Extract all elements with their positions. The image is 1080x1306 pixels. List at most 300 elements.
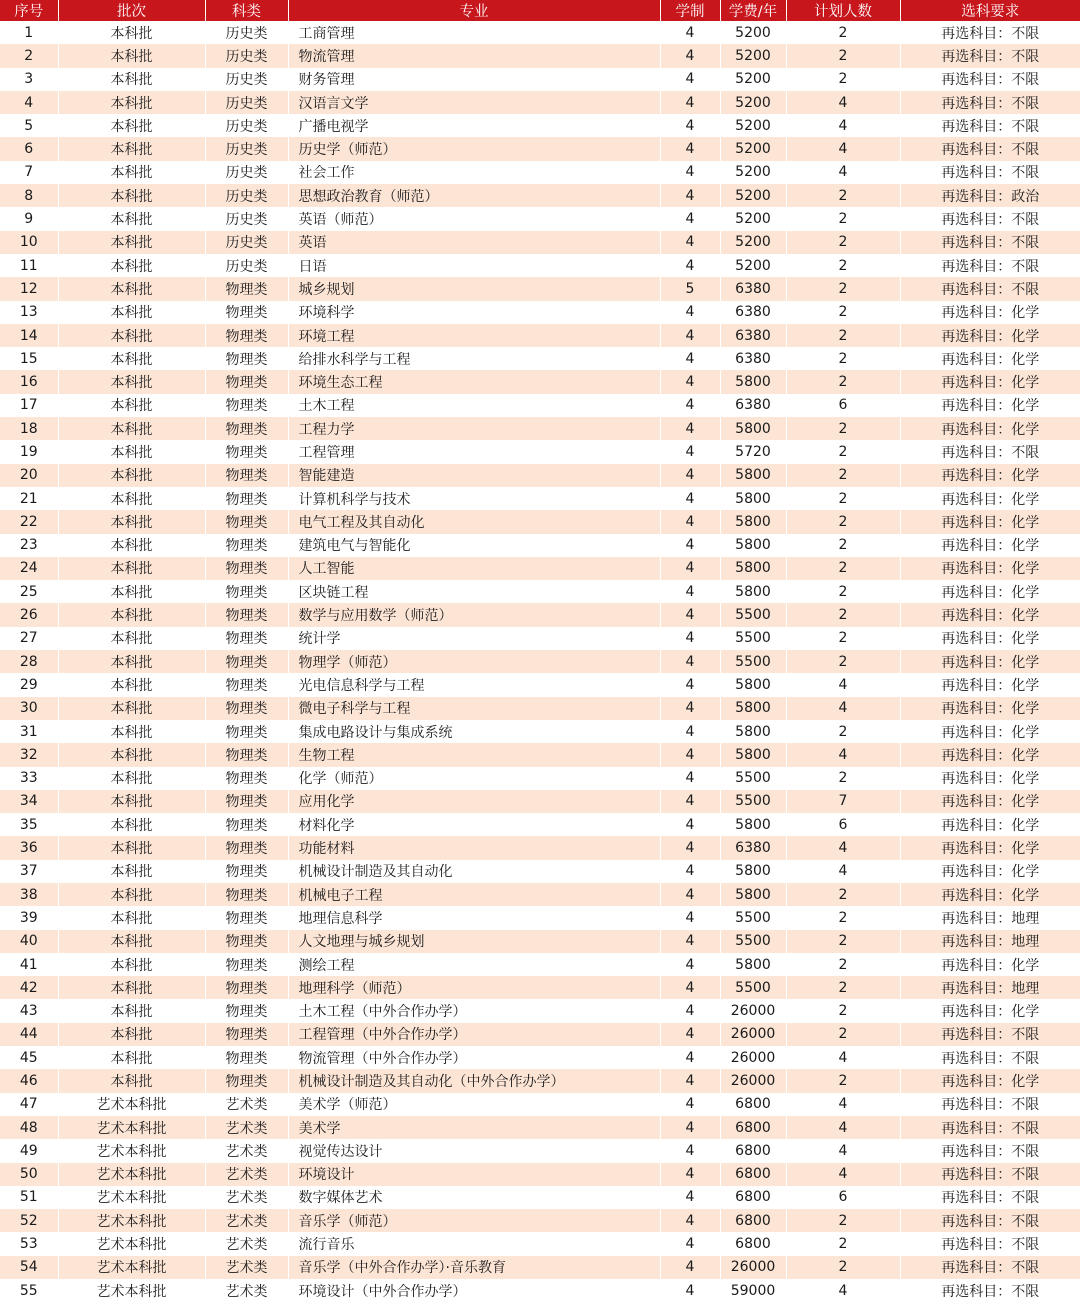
cell-batch: 艺术本科批 — [58, 1256, 205, 1279]
cell-tuition: 5200 — [720, 68, 786, 91]
cell-major: 地理信息科学 — [288, 906, 660, 929]
table-row — [0, 370, 1080, 393]
cell-major: 历史学（师范） — [288, 137, 660, 160]
cell-category: 历史类 — [205, 184, 288, 207]
cell-index: 11 — [0, 254, 58, 277]
cell-quota: 2 — [786, 44, 900, 67]
cell-index: 18 — [0, 417, 58, 440]
cell-category: 物理类 — [205, 767, 288, 790]
cell-category: 历史类 — [205, 231, 288, 254]
cell-requirement: 再选科目：化学 — [900, 557, 1080, 580]
cell-index: 15 — [0, 347, 58, 370]
cell-quota: 2 — [786, 184, 900, 207]
cell-major: 材料化学 — [288, 813, 660, 836]
cell-quota: 2 — [786, 1023, 900, 1046]
cell-batch: 本科批 — [58, 347, 205, 370]
cell-category: 物理类 — [205, 440, 288, 463]
cell-index: 41 — [0, 953, 58, 976]
cell-category: 物理类 — [205, 580, 288, 603]
cell-quota: 2 — [786, 603, 900, 626]
cell-duration: 4 — [660, 487, 720, 510]
cell-major: 地理科学（师范） — [288, 976, 660, 999]
cell-index: 8 — [0, 184, 58, 207]
cell-quota: 2 — [786, 301, 900, 324]
cell-duration: 4 — [660, 1256, 720, 1279]
cell-category: 物理类 — [205, 301, 288, 324]
cell-tuition: 6380 — [720, 301, 786, 324]
cell-index: 27 — [0, 627, 58, 650]
cell-duration: 4 — [660, 603, 720, 626]
cell-duration: 4 — [660, 1279, 720, 1302]
cell-requirement: 再选科目：不限 — [900, 1186, 1080, 1209]
cell-duration: 4 — [660, 370, 720, 393]
cell-batch: 艺术本科批 — [58, 1116, 205, 1139]
cell-quota: 2 — [786, 464, 900, 487]
cell-batch: 艺术本科批 — [58, 1163, 205, 1186]
cell-batch: 本科批 — [58, 68, 205, 91]
cell-batch: 本科批 — [58, 370, 205, 393]
cell-batch: 本科批 — [58, 743, 205, 766]
cell-category: 物理类 — [205, 1023, 288, 1046]
cell-tuition: 5200 — [720, 207, 786, 230]
table-row — [0, 953, 1080, 976]
cell-category: 艺术类 — [205, 1163, 288, 1186]
cell-requirement: 再选科目：不限 — [900, 21, 1080, 44]
cell-index: 46 — [0, 1069, 58, 1092]
cell-tuition: 5800 — [720, 370, 786, 393]
cell-requirement: 再选科目：化学 — [900, 836, 1080, 859]
cell-batch: 本科批 — [58, 767, 205, 790]
cell-category: 物理类 — [205, 697, 288, 720]
cell-duration: 4 — [660, 1186, 720, 1209]
table-row — [0, 510, 1080, 533]
cell-quota: 2 — [786, 254, 900, 277]
cell-index: 20 — [0, 464, 58, 487]
cell-tuition: 5720 — [720, 440, 786, 463]
cell-category: 艺术类 — [205, 1279, 288, 1302]
table-row — [0, 44, 1080, 67]
cell-batch: 本科批 — [58, 673, 205, 696]
cell-major: 数学与应用数学（师范） — [288, 603, 660, 626]
cell-category: 物理类 — [205, 976, 288, 999]
table-row — [0, 1163, 1080, 1186]
cell-batch: 本科批 — [58, 44, 205, 67]
cell-index: 52 — [0, 1209, 58, 1232]
cell-batch: 本科批 — [58, 930, 205, 953]
cell-tuition: 5200 — [720, 91, 786, 114]
cell-category: 历史类 — [205, 254, 288, 277]
cell-duration: 4 — [660, 999, 720, 1022]
cell-quota: 2 — [786, 487, 900, 510]
cell-requirement: 再选科目：不限 — [900, 1232, 1080, 1255]
cell-tuition: 5800 — [720, 534, 786, 557]
cell-index: 19 — [0, 440, 58, 463]
cell-duration: 4 — [660, 836, 720, 859]
cell-requirement: 再选科目：不限 — [900, 1116, 1080, 1139]
cell-duration: 4 — [660, 184, 720, 207]
cell-quota: 2 — [786, 883, 900, 906]
cell-category: 艺术类 — [205, 1232, 288, 1255]
cell-batch: 本科批 — [58, 720, 205, 743]
cell-category: 物理类 — [205, 906, 288, 929]
cell-category: 历史类 — [205, 207, 288, 230]
cell-index: 1 — [0, 21, 58, 44]
cell-index: 12 — [0, 277, 58, 300]
col-header-category: 科类 — [205, 0, 288, 21]
cell-batch: 本科批 — [58, 231, 205, 254]
cell-requirement: 再选科目：化学 — [900, 417, 1080, 440]
cell-batch: 本科批 — [58, 277, 205, 300]
cell-duration: 4 — [660, 254, 720, 277]
table-row — [0, 207, 1080, 230]
cell-category: 物理类 — [205, 720, 288, 743]
col-header-batch: 批次 — [58, 0, 205, 21]
table-row — [0, 137, 1080, 160]
cell-tuition: 5800 — [720, 464, 786, 487]
table-row — [0, 650, 1080, 673]
table-row — [0, 906, 1080, 929]
cell-requirement: 再选科目：化学 — [900, 394, 1080, 417]
cell-index: 28 — [0, 650, 58, 673]
cell-index: 2 — [0, 44, 58, 67]
cell-duration: 4 — [660, 1139, 720, 1162]
cell-duration: 4 — [660, 1093, 720, 1116]
col-header-tuition: 学费/年 — [720, 0, 786, 21]
cell-batch: 本科批 — [58, 627, 205, 650]
cell-index: 38 — [0, 883, 58, 906]
cell-index: 35 — [0, 813, 58, 836]
cell-index: 40 — [0, 930, 58, 953]
cell-batch: 本科批 — [58, 883, 205, 906]
cell-requirement: 再选科目：化学 — [900, 324, 1080, 347]
cell-quota: 6 — [786, 1186, 900, 1209]
cell-requirement: 再选科目：化学 — [900, 999, 1080, 1022]
cell-index: 37 — [0, 860, 58, 883]
cell-tuition: 5800 — [720, 557, 786, 580]
cell-major: 城乡规划 — [288, 277, 660, 300]
cell-duration: 4 — [660, 1023, 720, 1046]
col-header-quota: 计划人数 — [786, 0, 900, 21]
cell-quota: 2 — [786, 1256, 900, 1279]
cell-index: 16 — [0, 370, 58, 393]
cell-duration: 4 — [660, 580, 720, 603]
cell-quota: 4 — [786, 91, 900, 114]
cell-major: 工程管理（中外合作办学） — [288, 1023, 660, 1046]
cell-quota: 2 — [786, 627, 900, 650]
cell-batch: 本科批 — [58, 603, 205, 626]
cell-major: 音乐学（中外合作办学）·音乐教育 — [288, 1256, 660, 1279]
cell-tuition: 26000 — [720, 1023, 786, 1046]
cell-tuition: 5800 — [720, 673, 786, 696]
cell-index: 13 — [0, 301, 58, 324]
table-row — [0, 347, 1080, 370]
cell-batch: 本科批 — [58, 1069, 205, 1092]
cell-tuition: 5800 — [720, 720, 786, 743]
cell-requirement: 再选科目：地理 — [900, 930, 1080, 953]
table-row — [0, 21, 1080, 44]
cell-major: 思想政治教育（师范） — [288, 184, 660, 207]
cell-batch: 本科批 — [58, 91, 205, 114]
cell-duration: 4 — [660, 161, 720, 184]
cell-batch: 本科批 — [58, 1046, 205, 1069]
cell-requirement: 再选科目：化学 — [900, 650, 1080, 673]
cell-duration: 4 — [660, 347, 720, 370]
table-row — [0, 813, 1080, 836]
cell-tuition: 26000 — [720, 999, 786, 1022]
cell-quota: 2 — [786, 930, 900, 953]
cell-index: 34 — [0, 790, 58, 813]
cell-index: 25 — [0, 580, 58, 603]
cell-quota: 2 — [786, 440, 900, 463]
cell-tuition: 5800 — [720, 953, 786, 976]
cell-quota: 4 — [786, 1116, 900, 1139]
cell-duration: 4 — [660, 673, 720, 696]
table-row — [0, 301, 1080, 324]
table-row — [0, 1139, 1080, 1162]
cell-major: 流行音乐 — [288, 1232, 660, 1255]
table-body — [0, 21, 1080, 1302]
cell-requirement: 再选科目：不限 — [900, 1163, 1080, 1186]
table-row — [0, 277, 1080, 300]
cell-requirement: 再选科目：不限 — [900, 137, 1080, 160]
cell-tuition: 6800 — [720, 1093, 786, 1116]
cell-duration: 4 — [660, 231, 720, 254]
cell-requirement: 再选科目：化学 — [900, 720, 1080, 743]
cell-requirement: 再选科目：化学 — [900, 464, 1080, 487]
cell-category: 物理类 — [205, 930, 288, 953]
cell-tuition: 6800 — [720, 1163, 786, 1186]
table-row — [0, 1256, 1080, 1279]
cell-tuition: 26000 — [720, 1046, 786, 1069]
cell-duration: 4 — [660, 650, 720, 673]
cell-quota: 2 — [786, 510, 900, 533]
table-row — [0, 254, 1080, 277]
cell-quota: 4 — [786, 860, 900, 883]
cell-tuition: 5500 — [720, 906, 786, 929]
cell-major: 物理学（师范） — [288, 650, 660, 673]
cell-category: 历史类 — [205, 91, 288, 114]
cell-requirement: 再选科目：化学 — [900, 580, 1080, 603]
cell-category: 历史类 — [205, 114, 288, 137]
cell-major: 英语 — [288, 231, 660, 254]
cell-quota: 2 — [786, 21, 900, 44]
col-header-duration: 学制 — [660, 0, 720, 21]
cell-index: 55 — [0, 1279, 58, 1302]
cell-quota: 4 — [786, 743, 900, 766]
table-row — [0, 860, 1080, 883]
cell-quota: 4 — [786, 1093, 900, 1116]
cell-duration: 4 — [660, 301, 720, 324]
cell-quota: 2 — [786, 207, 900, 230]
cell-category: 艺术类 — [205, 1093, 288, 1116]
cell-category: 物理类 — [205, 534, 288, 557]
cell-duration: 4 — [660, 534, 720, 557]
table-row — [0, 1046, 1080, 1069]
cell-quota: 4 — [786, 161, 900, 184]
cell-duration: 4 — [660, 394, 720, 417]
cell-tuition: 5200 — [720, 114, 786, 137]
cell-major: 环境设计 — [288, 1163, 660, 1186]
cell-batch: 本科批 — [58, 207, 205, 230]
cell-tuition: 59000 — [720, 1279, 786, 1302]
cell-batch: 本科批 — [58, 394, 205, 417]
cell-duration: 4 — [660, 697, 720, 720]
cell-quota: 2 — [786, 720, 900, 743]
cell-requirement: 再选科目：化学 — [900, 883, 1080, 906]
table-row — [0, 557, 1080, 580]
cell-batch: 艺术本科批 — [58, 1279, 205, 1302]
cell-requirement: 再选科目：化学 — [900, 860, 1080, 883]
table-header — [0, 0, 1080, 21]
table-row — [0, 440, 1080, 463]
cell-quota: 7 — [786, 790, 900, 813]
cell-quota: 6 — [786, 394, 900, 417]
cell-index: 54 — [0, 1256, 58, 1279]
cell-batch: 本科批 — [58, 1023, 205, 1046]
cell-major: 环境科学 — [288, 301, 660, 324]
table-row — [0, 394, 1080, 417]
cell-duration: 4 — [660, 1232, 720, 1255]
cell-category: 艺术类 — [205, 1116, 288, 1139]
cell-major: 生物工程 — [288, 743, 660, 766]
cell-category: 物理类 — [205, 394, 288, 417]
cell-index: 36 — [0, 836, 58, 859]
cell-quota: 2 — [786, 650, 900, 673]
cell-batch: 本科批 — [58, 999, 205, 1022]
cell-batch: 艺术本科批 — [58, 1209, 205, 1232]
cell-duration: 4 — [660, 627, 720, 650]
cell-major: 美术学 — [288, 1116, 660, 1139]
cell-tuition: 5200 — [720, 44, 786, 67]
cell-tuition: 5200 — [720, 137, 786, 160]
cell-quota: 4 — [786, 1046, 900, 1069]
cell-category: 历史类 — [205, 44, 288, 67]
table-row — [0, 68, 1080, 91]
cell-duration: 4 — [660, 1116, 720, 1139]
cell-tuition: 5200 — [720, 161, 786, 184]
cell-quota: 2 — [786, 976, 900, 999]
cell-index: 43 — [0, 999, 58, 1022]
cell-duration: 4 — [660, 324, 720, 347]
cell-requirement: 再选科目：不限 — [900, 68, 1080, 91]
cell-category: 历史类 — [205, 68, 288, 91]
cell-index: 26 — [0, 603, 58, 626]
cell-requirement: 再选科目：化学 — [900, 790, 1080, 813]
cell-category: 物理类 — [205, 487, 288, 510]
cell-index: 24 — [0, 557, 58, 580]
cell-major: 汉语言文学 — [288, 91, 660, 114]
cell-major: 应用化学 — [288, 790, 660, 813]
cell-requirement: 再选科目：不限 — [900, 1209, 1080, 1232]
cell-quota: 2 — [786, 1232, 900, 1255]
cell-index: 39 — [0, 906, 58, 929]
cell-quota: 4 — [786, 114, 900, 137]
cell-index: 6 — [0, 137, 58, 160]
cell-duration: 4 — [660, 976, 720, 999]
table-row — [0, 534, 1080, 557]
cell-quota: 2 — [786, 277, 900, 300]
cell-category: 艺术类 — [205, 1256, 288, 1279]
cell-index: 14 — [0, 324, 58, 347]
cell-index: 9 — [0, 207, 58, 230]
cell-index: 29 — [0, 673, 58, 696]
cell-quota: 4 — [786, 1163, 900, 1186]
cell-tuition: 5500 — [720, 650, 786, 673]
cell-batch: 本科批 — [58, 184, 205, 207]
col-header-index: 序号 — [0, 0, 58, 21]
table-row — [0, 417, 1080, 440]
cell-duration: 4 — [660, 1209, 720, 1232]
cell-batch: 艺术本科批 — [58, 1139, 205, 1162]
cell-index: 50 — [0, 1163, 58, 1186]
cell-category: 物理类 — [205, 627, 288, 650]
cell-quota: 6 — [786, 813, 900, 836]
cell-requirement: 再选科目：不限 — [900, 254, 1080, 277]
cell-requirement: 再选科目：地理 — [900, 906, 1080, 929]
cell-tuition: 5800 — [720, 510, 786, 533]
cell-quota: 2 — [786, 953, 900, 976]
cell-tuition: 5800 — [720, 580, 786, 603]
table-row — [0, 1116, 1080, 1139]
cell-tuition: 5800 — [720, 697, 786, 720]
cell-category: 艺术类 — [205, 1139, 288, 1162]
cell-category: 物理类 — [205, 790, 288, 813]
cell-quota: 2 — [786, 370, 900, 393]
cell-batch: 本科批 — [58, 976, 205, 999]
cell-tuition: 6800 — [720, 1209, 786, 1232]
cell-index: 48 — [0, 1116, 58, 1139]
cell-batch: 本科批 — [58, 790, 205, 813]
cell-duration: 4 — [660, 21, 720, 44]
table-row — [0, 114, 1080, 137]
cell-batch: 本科批 — [58, 417, 205, 440]
cell-tuition: 5500 — [720, 603, 786, 626]
cell-requirement: 再选科目：化学 — [900, 673, 1080, 696]
cell-category: 物理类 — [205, 347, 288, 370]
cell-category: 物理类 — [205, 557, 288, 580]
cell-tuition: 6800 — [720, 1186, 786, 1209]
cell-category: 物理类 — [205, 324, 288, 347]
cell-quota: 4 — [786, 836, 900, 859]
cell-category: 物理类 — [205, 464, 288, 487]
cell-tuition: 5800 — [720, 813, 786, 836]
cell-requirement: 再选科目：不限 — [900, 1046, 1080, 1069]
cell-batch: 本科批 — [58, 510, 205, 533]
cell-duration: 4 — [660, 1163, 720, 1186]
cell-requirement: 再选科目：化学 — [900, 627, 1080, 650]
cell-major: 给排水科学与工程 — [288, 347, 660, 370]
cell-duration: 4 — [660, 557, 720, 580]
cell-requirement: 再选科目：化学 — [900, 347, 1080, 370]
cell-index: 47 — [0, 1093, 58, 1116]
table-row — [0, 231, 1080, 254]
table-row — [0, 999, 1080, 1022]
cell-batch: 本科批 — [58, 440, 205, 463]
cell-category: 物理类 — [205, 673, 288, 696]
cell-quota: 2 — [786, 557, 900, 580]
cell-batch: 本科批 — [58, 580, 205, 603]
cell-major: 统计学 — [288, 627, 660, 650]
cell-duration: 4 — [660, 68, 720, 91]
cell-major: 机械设计制造及其自动化（中外合作办学） — [288, 1069, 660, 1092]
cell-requirement: 再选科目：不限 — [900, 91, 1080, 114]
table-row — [0, 743, 1080, 766]
cell-quota: 2 — [786, 68, 900, 91]
cell-category: 历史类 — [205, 161, 288, 184]
cell-major: 工程力学 — [288, 417, 660, 440]
cell-duration: 4 — [660, 417, 720, 440]
cell-tuition: 5800 — [720, 743, 786, 766]
